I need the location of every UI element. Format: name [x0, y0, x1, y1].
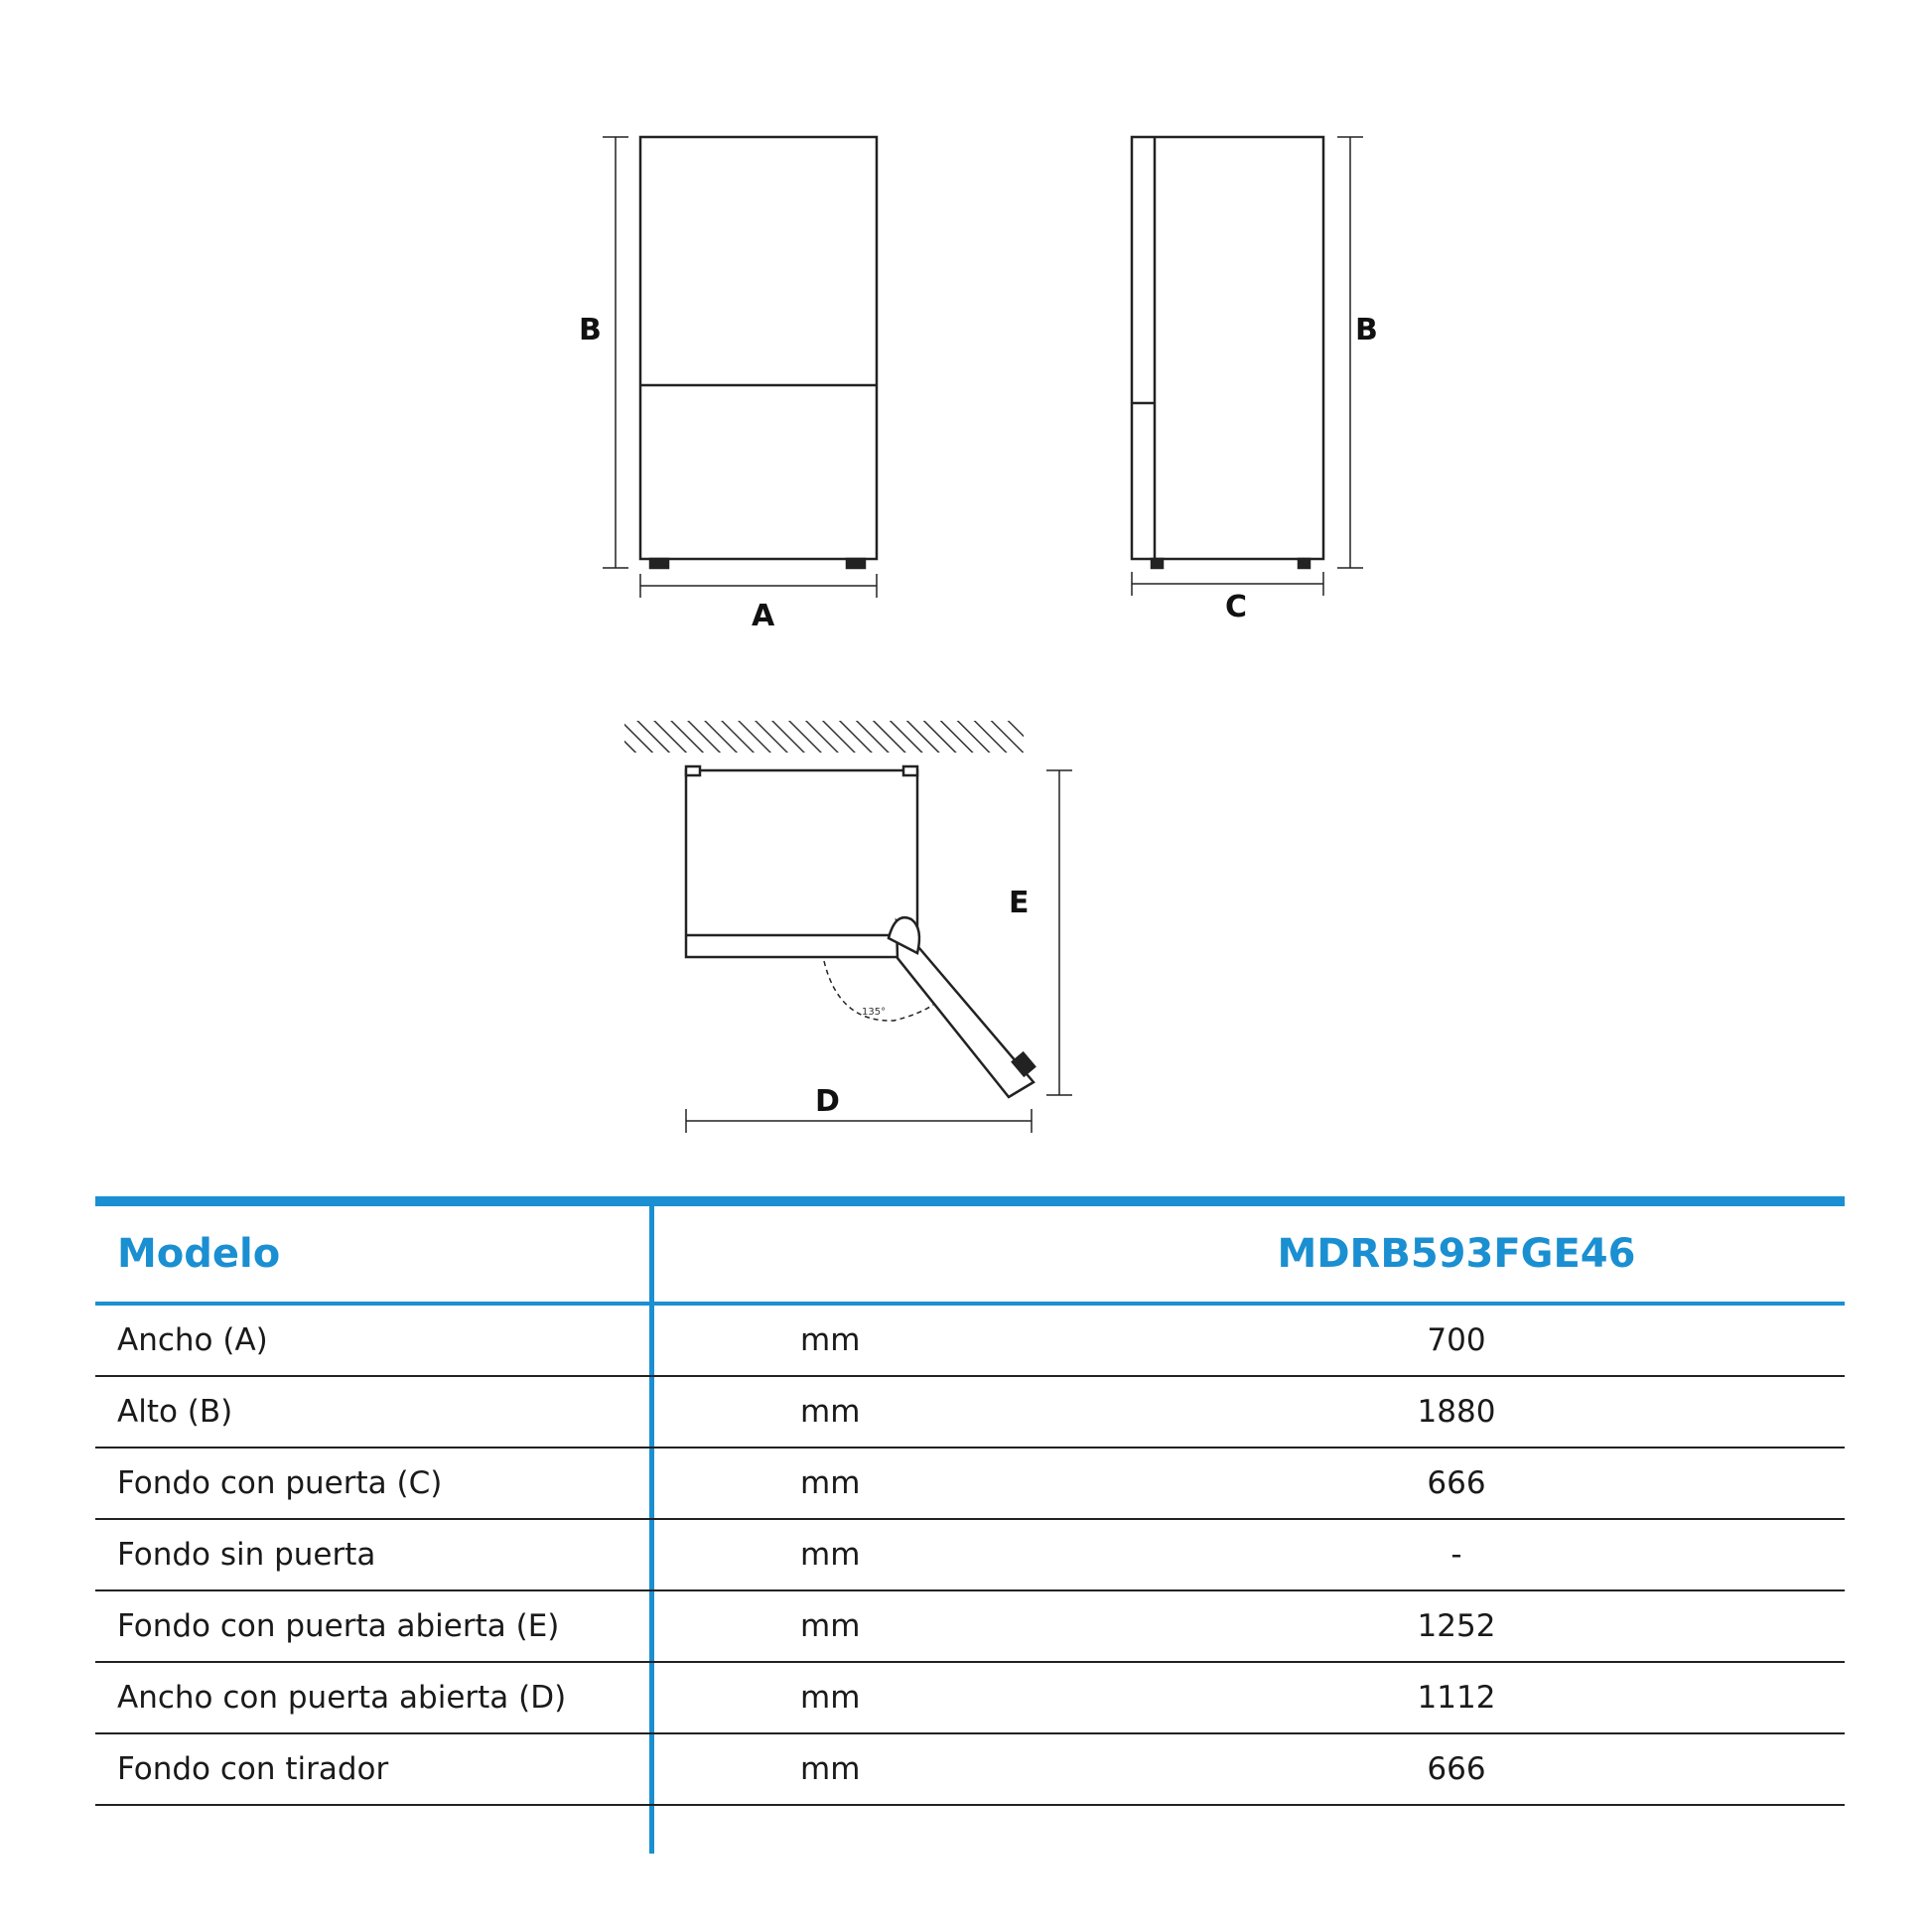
table-header-row: [95, 1206, 1845, 1306]
row-label: Fondo sin puerta: [117, 1537, 376, 1573]
table-row: [95, 1663, 1845, 1734]
row-value: 1880: [1417, 1394, 1496, 1430]
row-label: Ancho (A): [117, 1322, 268, 1358]
door-angle-label: 135°: [862, 1007, 887, 1018]
top-view: [624, 721, 1072, 1133]
row-label: Fondo con puerta abierta (E): [117, 1608, 560, 1644]
top-width-label: D: [815, 1084, 840, 1119]
wall-hatch: [624, 721, 1024, 753]
row-label: Fondo con tirador: [117, 1751, 389, 1787]
row-label: Alto (B): [117, 1394, 233, 1430]
top-depth-label: E: [1009, 886, 1030, 920]
table-row: [95, 1306, 1845, 1377]
row-value: 1252: [1417, 1608, 1496, 1644]
header-label: Modelo: [117, 1231, 281, 1277]
row-unit: mm: [800, 1465, 861, 1501]
row-label: Ancho con puerta abierta (D): [117, 1680, 567, 1716]
row-unit: mm: [800, 1608, 861, 1644]
side-view: [1132, 137, 1363, 596]
row-unit: mm: [800, 1537, 861, 1573]
row-unit: mm: [800, 1751, 861, 1787]
table-row: [95, 1520, 1845, 1591]
row-label: Fondo con puerta (C): [117, 1465, 443, 1501]
row-value: 666: [1427, 1751, 1486, 1787]
spec-table: [95, 1196, 1845, 1806]
row-value: -: [1450, 1537, 1462, 1573]
front-view: [603, 137, 877, 598]
row-unit: mm: [800, 1322, 861, 1358]
table-top-bar: [95, 1196, 1845, 1206]
row-value: 700: [1427, 1322, 1486, 1358]
table-row: [95, 1449, 1845, 1520]
row-unit: mm: [800, 1394, 861, 1430]
front-width-label: A: [752, 599, 775, 633]
table-row: [95, 1377, 1845, 1449]
row-value: 666: [1427, 1465, 1486, 1501]
side-depth-label: C: [1225, 590, 1248, 624]
header-model: MDRB593FGE46: [1277, 1231, 1636, 1277]
table-row: [95, 1591, 1845, 1663]
table-row: [95, 1734, 1845, 1806]
row-value: 1112: [1417, 1680, 1496, 1716]
row-unit: mm: [800, 1680, 861, 1716]
front-height-label: B: [579, 313, 602, 347]
side-height-label: B: [1355, 313, 1378, 347]
